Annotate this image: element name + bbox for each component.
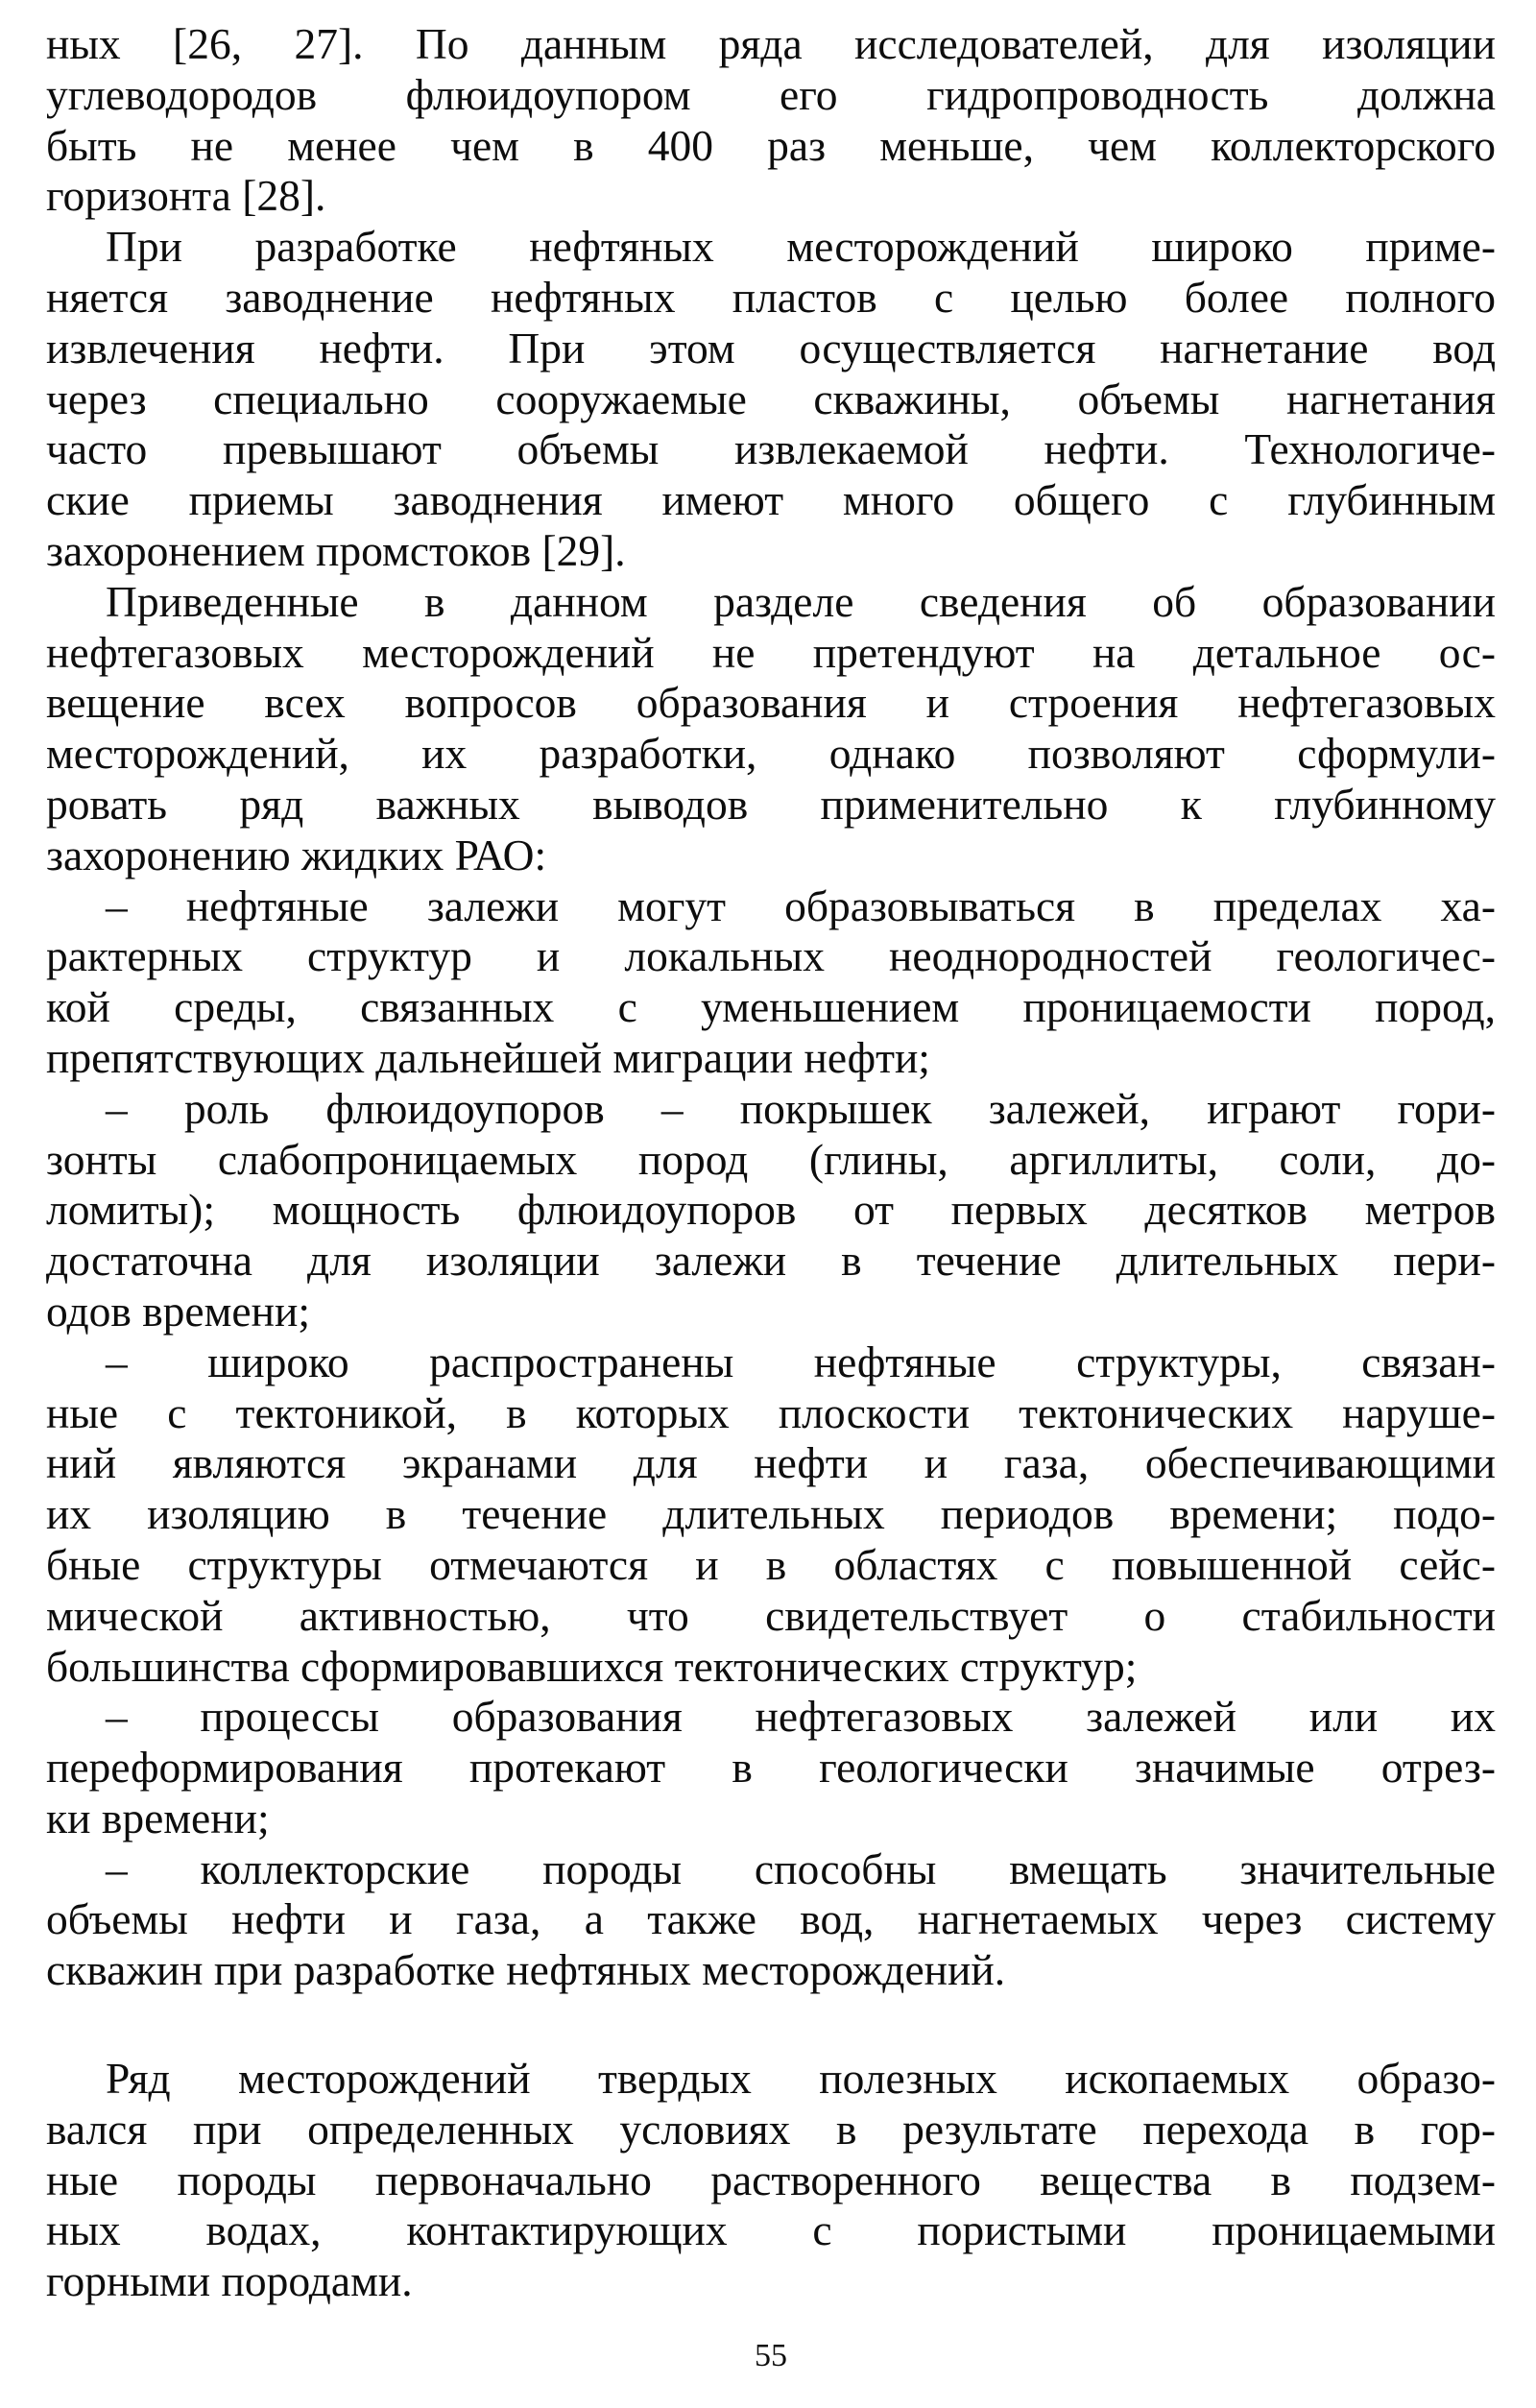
- text-line: мической активностью, что свидетельствует о стабильности: [46, 1590, 1496, 1640]
- text-line: ных водах, контактирующих с пористыми проницаемыми: [46, 2205, 1496, 2255]
- text-line: – коллекторские породы способны вмещать значительные: [106, 1843, 1496, 1893]
- list-item-seals: [46, 1084, 1496, 1337]
- text-line: ские приемы заводнения имеют много общего с глубинным: [46, 475, 1496, 525]
- paragraph-conclusions-intro: [46, 577, 1496, 881]
- text-line: горными породами.: [46, 2256, 413, 2306]
- text-line: бные структуры отмечаются и в областях с повышенной сейс-: [46, 1539, 1496, 1589]
- text-line: рактерных структур и локальных неоднородностей геологичес-: [46, 931, 1496, 981]
- text-line: нефтегазовых месторождений не претендуют на детальное ос-: [46, 627, 1496, 677]
- text-line: часто превышают объемы извлекаемой нефти. Технологиче-: [46, 424, 1496, 474]
- text-line: захоронением промстоков [29].: [46, 525, 626, 575]
- document-page: [46, 19, 1496, 2391]
- page-number: 55: [755, 2338, 787, 2373]
- text-line: – широко распространены нефтяные структуры, связан-: [106, 1336, 1496, 1386]
- text-line: зонты слабопроницаемых пород (глины, аргиллиты, соли, до-: [46, 1134, 1496, 1184]
- list-item-oil-deposits: [46, 881, 1496, 1084]
- paragraph-gap: [46, 1996, 1496, 2054]
- text-line: быть не менее чем в 400 раз меньше, чем коллекторского: [46, 120, 1496, 170]
- text-line: кой среды, связанных с уменьшением проницаемости пород,: [46, 982, 1496, 1032]
- text-line: месторождений, их разработки, однако позволяют сформули-: [46, 729, 1496, 779]
- text-line: Приведенные в данном разделе сведения об образовании: [106, 576, 1496, 626]
- text-line: переформирования протекают в геологически значимые отрез-: [46, 1743, 1496, 1793]
- paragraph-solid-minerals: [46, 2054, 1496, 2307]
- text-line: – роль флюидоупоров – покрышек залежей, играют гори-: [106, 1083, 1496, 1133]
- list-item-reservoir-rocks: [46, 1844, 1496, 1996]
- text-line: При разработке нефтяных месторождений широко приме-: [106, 222, 1496, 272]
- paragraph-continuation: [46, 19, 1496, 222]
- text-line: одов времени;: [46, 1286, 310, 1336]
- list-item-formation-time: [46, 1692, 1496, 1843]
- text-line: ломиты); мощность флюидоупоров от первых десятков метров: [46, 1185, 1496, 1235]
- text-line: вещение всех вопросов образования и строения нефтегазовых: [46, 678, 1496, 728]
- text-line: извлечения нефти. При этом осуществляется нагнетание вод: [46, 323, 1496, 373]
- text-line: скважин при разработке нефтяных месторождений.: [46, 1945, 1006, 1995]
- text-line: ные породы первоначально растворенного вещества в подзем-: [46, 2155, 1496, 2204]
- text-line: ний являются экранами для нефти и газа, обеспечивающими: [46, 1438, 1496, 1488]
- paragraph-waterflooding: [46, 222, 1496, 577]
- text-line: – нефтяные залежи могут образовываться в пределах ха-: [106, 880, 1496, 930]
- text-line: препятствующих дальнейшей миграции нефти;: [46, 1032, 930, 1082]
- text-line: достаточна для изоляции залежи в течение длительных пери-: [46, 1236, 1496, 1286]
- text-line: ные с тектоникой, в которых плоскости тектонических наруше-: [46, 1387, 1496, 1437]
- text-line: через специально сооружаемые скважины, объемы нагнетания: [46, 373, 1496, 423]
- text-line: их изоляцию в течение длительных периодов времени; подо-: [46, 1489, 1496, 1539]
- text-line: ки времени;: [46, 1793, 270, 1842]
- text-line: захоронению жидких РАО:: [46, 830, 547, 879]
- text-line: объемы нефти и газа, а также вод, нагнетаемых через систему: [46, 1894, 1496, 1944]
- text-line: углеводородов флюидоупором его гидропроводность должна: [46, 69, 1496, 119]
- text-line: большинства сформировавшихся тектонических структур;: [46, 1641, 1138, 1691]
- text-line: ных [26, 27]. По данным ряда исследователей, для изоляции: [46, 19, 1496, 68]
- list-item-tectonics: [46, 1337, 1496, 1693]
- text-line: Ряд месторождений твердых полезных ископаемых образо-: [106, 2054, 1496, 2104]
- text-line: вался при определенных условиях в результате перехода в гор-: [46, 2104, 1496, 2154]
- text-line: – процессы образования нефтегазовых залежей или их: [106, 1692, 1496, 1742]
- text-line: горизонта [28].: [46, 171, 326, 221]
- text-line: ровать ряд важных выводов применительно к глубинному: [46, 779, 1496, 829]
- text-line: няется заводнение нефтяных пластов с целью более полного: [46, 272, 1496, 322]
